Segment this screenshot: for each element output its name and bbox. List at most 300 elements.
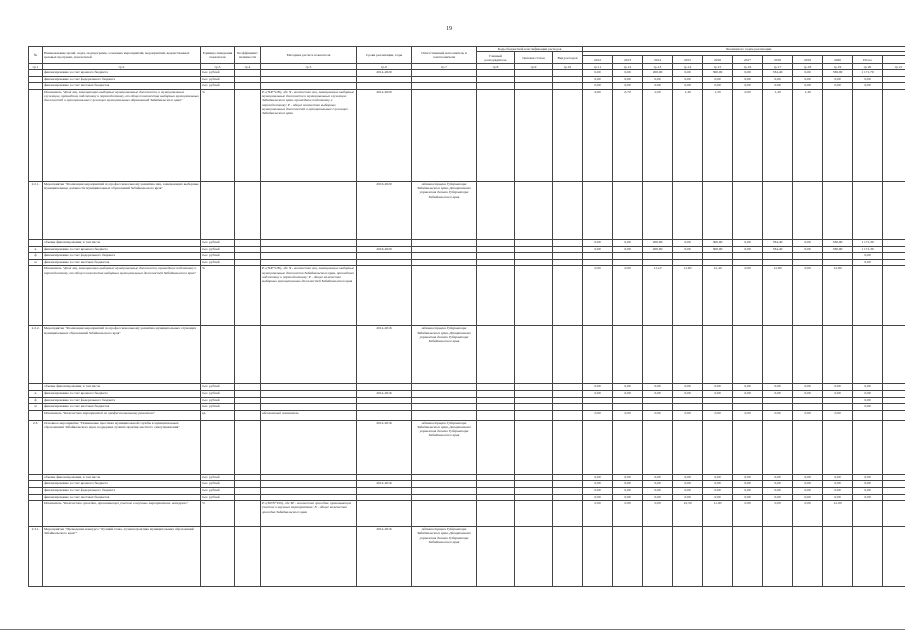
- cell-term: [357, 494, 412, 501]
- cell-value-8: 0,00: [823, 474, 853, 481]
- cell-value-6: 334,40: [763, 246, 793, 253]
- cell-method: [261, 487, 357, 494]
- cell-term: [357, 83, 412, 90]
- column-number-16: гр.16: [733, 64, 763, 70]
- cell-main-admin: [477, 70, 515, 77]
- cell-term: 2014-2016: [357, 390, 412, 397]
- cell-value-7: [793, 397, 823, 404]
- cell-main-admin: [477, 404, 515, 411]
- cell-executor: [412, 83, 477, 90]
- cell-value-0: [583, 181, 613, 239]
- table-row: [29, 494, 905, 501]
- cell-value-7: 0,00: [793, 501, 823, 527]
- cell-no: ф: [29, 397, 43, 404]
- cell-unit: %: [201, 89, 235, 181]
- cell-main-admin: [477, 89, 515, 181]
- cell-expense-type: [553, 253, 583, 260]
- cell-term: 2014-2020: [357, 70, 412, 77]
- table-row: [29, 266, 905, 326]
- cell-target-article: [515, 481, 553, 488]
- cell-value-0: [583, 397, 613, 404]
- cell-value-8: [823, 397, 853, 404]
- cell-unit: тыс. рублей: [201, 487, 235, 494]
- cell-target-article: [515, 474, 553, 481]
- cell-value-5: 0,00: [733, 76, 763, 83]
- cell-no: [29, 384, 43, 391]
- cell-value-8: [823, 404, 853, 411]
- cell-value-1: 0,00: [613, 83, 643, 90]
- cell-target-article: [515, 390, 553, 397]
- cell-value-9: 0,00: [853, 487, 883, 494]
- cell-unit: %: [201, 266, 235, 326]
- column-number-7: гр.7: [412, 64, 477, 70]
- cell-value-2: 0,00: [643, 76, 673, 83]
- cell-value-2: 0,00: [643, 474, 673, 481]
- cell-value-5: 0,00: [733, 83, 763, 90]
- cell-value-9: 0,00: [853, 390, 883, 397]
- cell-value-6: 0,00: [763, 76, 793, 83]
- table-row: [29, 253, 905, 260]
- cell-value-4: [703, 397, 733, 404]
- cell-value-6: 0,00: [763, 410, 793, 420]
- cell-value-1: 0,00: [613, 481, 643, 488]
- cell-no: 2.2.2.: [29, 326, 43, 384]
- cell-value-5: 0,00: [733, 481, 763, 488]
- cell-value-1: 0,00: [613, 70, 643, 77]
- cell-value-7: [793, 181, 823, 239]
- header-main-admin: Главный распорядитель: [477, 52, 515, 64]
- cell-expense-type: [553, 487, 583, 494]
- cell-target-article: [515, 410, 553, 420]
- cell-expense-type: [553, 246, 583, 253]
- cell-value-6: [763, 420, 793, 474]
- cell-term: [357, 266, 412, 326]
- column-number-8: гр.8: [477, 64, 515, 70]
- cell-executor: [412, 501, 477, 527]
- cell-value-blank: [883, 527, 905, 587]
- cell-executor: [412, 384, 477, 391]
- cell-target-article: [515, 501, 553, 527]
- cell-method: Р=(Ч/Р*100), где Ч - количество лиц, замещающих выборные муниципальные должности Забайкальского края, прошедших подготовку и переподготовку; Р - общее количество выборных муниципальных должностей Забайкальского края: [261, 266, 357, 326]
- cell-value-blank: [883, 487, 905, 494]
- column-number-14: гр.14: [673, 64, 703, 70]
- cell-value-2: [643, 404, 673, 411]
- cell-coef: [235, 181, 261, 239]
- cell-value-3: 0,00: [673, 83, 703, 90]
- cell-expense-type: [553, 501, 583, 527]
- cell-coef: [235, 494, 261, 501]
- cell-coef: [235, 326, 261, 384]
- cell-value-2: [643, 181, 673, 239]
- cell-value-4: 0,00: [703, 76, 733, 83]
- cell-method: [261, 404, 357, 411]
- cell-value-8: [823, 259, 853, 266]
- cell-value-blank: [883, 404, 905, 411]
- cell-value-8: [823, 527, 853, 587]
- cell-executor: Администрация Губернатора Забайкальского края, Департамент управления делами Губернатора Забайкальского края: [412, 527, 477, 587]
- cell-value-9: 0,00: [853, 259, 883, 266]
- cell-name: Показатель "Количество мероприятий по профессиональному развитию": [43, 410, 201, 420]
- cell-method: [261, 76, 357, 83]
- cell-expense-type: [553, 76, 583, 83]
- cell-value-5: [733, 420, 763, 474]
- cell-value-7: [793, 326, 823, 384]
- cell-value-1: 0,00: [613, 474, 643, 481]
- cell-value-6: 0,00: [763, 474, 793, 481]
- cell-no: [29, 474, 43, 481]
- cell-value-1: 0,00: [613, 501, 643, 527]
- cell-main-admin: [477, 266, 515, 326]
- cell-value-4: 0,00: [703, 410, 733, 420]
- cell-method: [261, 390, 357, 397]
- cell-main-admin: [477, 390, 515, 397]
- cell-value-9: [853, 89, 883, 181]
- column-number-10: гр.10: [553, 64, 583, 70]
- cell-term: 2016-2020: [357, 246, 412, 253]
- cell-method: [261, 384, 357, 391]
- cell-value-4: 0,00: [703, 384, 733, 391]
- cell-executor: [412, 404, 477, 411]
- cell-expense-type: [553, 239, 583, 246]
- cell-value-9: 0,00: [853, 83, 883, 90]
- cell-value-9: [853, 420, 883, 474]
- cell-value-5: [733, 326, 763, 384]
- program-table: [28, 46, 905, 587]
- table-row: [29, 76, 905, 83]
- cell-term: 2016-2020: [357, 181, 412, 239]
- table-row: [29, 527, 905, 587]
- cell-term: [357, 239, 412, 246]
- cell-value-7: 0,00: [793, 481, 823, 488]
- header-year-blank: [883, 56, 905, 64]
- table-row: [29, 83, 905, 90]
- cell-value-4: 0,00: [703, 474, 733, 481]
- cell-value-3: 0,00: [673, 481, 703, 488]
- header-no: №: [29, 47, 43, 64]
- cell-value-2: [643, 397, 673, 404]
- column-number-4: гр.4: [235, 64, 261, 70]
- cell-coef: [235, 266, 261, 326]
- table-row: [29, 89, 905, 181]
- cell-term: [357, 474, 412, 481]
- cell-main-admin: [477, 76, 515, 83]
- cell-value-0: 0,00: [583, 266, 613, 326]
- cell-method: [261, 474, 357, 481]
- cell-main-admin: [477, 384, 515, 391]
- cell-value-1: [613, 259, 643, 266]
- cell-value-7: 0,00: [793, 384, 823, 391]
- cell-coef: [235, 481, 261, 488]
- cell-value-5: [733, 181, 763, 239]
- cell-value-7: [793, 527, 823, 587]
- cell-value-1: 0,00: [613, 246, 643, 253]
- cell-coef: [235, 76, 261, 83]
- cell-target-article: [515, 181, 553, 239]
- cell-value-2: 11,10: [643, 266, 673, 326]
- cell-main-admin: [477, 527, 515, 587]
- cell-value-blank: [883, 253, 905, 260]
- cell-value-4: [703, 259, 733, 266]
- cell-name: Основное мероприятие "Повышение престижа муниципальной службы в муниципальных образованиях Забайкальского края, поддержка лучших практик местного самоуправления": [43, 420, 201, 474]
- column-number-9: гр.9: [515, 64, 553, 70]
- column-number-3: гр.3: [201, 64, 235, 70]
- cell-value-blank: [883, 266, 905, 326]
- cell-no: [29, 239, 43, 246]
- column-number-2: гр.2: [43, 64, 201, 70]
- cell-name: объемы финансирования, в том числе: [43, 474, 201, 481]
- cell-value-6: 0,00: [763, 481, 793, 488]
- cell-value-5: 0,00: [733, 266, 763, 326]
- header-term: Сроки реализации, годы: [357, 47, 412, 64]
- cell-no: ф: [29, 253, 43, 260]
- cell-expense-type: [553, 481, 583, 488]
- cell-value-7: [793, 253, 823, 260]
- table-row: [29, 70, 905, 77]
- cell-value-blank: [883, 420, 905, 474]
- cell-target-article: [515, 70, 553, 77]
- cell-value-0: 0,00: [583, 494, 613, 501]
- cell-target-article: [515, 404, 553, 411]
- column-number-13: гр.13: [643, 64, 673, 70]
- cell-name: объемы финансирования, в том числе: [43, 239, 201, 246]
- cell-value-blank: [883, 397, 905, 404]
- cell-value-5: 0,00: [733, 89, 763, 181]
- header-expense-type: Вид расходов: [553, 52, 583, 64]
- cell-value-1: [613, 253, 643, 260]
- cell-method: [261, 494, 357, 501]
- cell-value-0: [583, 259, 613, 266]
- cell-value-4: [703, 420, 733, 474]
- cell-value-8: [823, 326, 853, 384]
- cell-value-0: 0,00: [583, 474, 613, 481]
- cell-value-9: 0,00: [853, 397, 883, 404]
- cell-term: [357, 397, 412, 404]
- cell-term: [357, 384, 412, 391]
- column-number-12: гр.12: [613, 64, 643, 70]
- header-year-5: 2017: [733, 56, 763, 64]
- column-number-15: гр.15: [703, 64, 733, 70]
- table-row: [29, 410, 905, 420]
- cell-value-4: [703, 404, 733, 411]
- cell-value-6: [763, 181, 793, 239]
- cell-value-6: 0,00: [763, 390, 793, 397]
- cell-no: [29, 83, 43, 90]
- cell-unit: %: [201, 501, 235, 527]
- cell-value-8: [823, 181, 853, 239]
- cell-unit: тыс. рублей: [201, 494, 235, 501]
- cell-unit: тыс. рублей: [201, 384, 235, 391]
- cell-value-3: 10,50: [673, 501, 703, 527]
- table-row: [29, 487, 905, 494]
- header-year-3: 2015: [673, 56, 703, 64]
- cell-value-0: 0,00: [583, 481, 613, 488]
- cell-term: [357, 404, 412, 411]
- column-number-5: гр.5: [261, 64, 357, 70]
- cell-value-5: 0,00: [733, 501, 763, 527]
- cell-value-8: [823, 253, 853, 260]
- cell-value-3: 11,60: [673, 266, 703, 326]
- cell-value-3: [673, 404, 703, 411]
- cell-value-2: 0,00: [643, 390, 673, 397]
- cell-name: финансирование за счет местных бюджетов: [43, 83, 201, 90]
- table-row: [29, 246, 905, 253]
- cell-value-1: 0,00: [613, 76, 643, 83]
- cell-name: финансирование за счет краевого бюджета: [43, 481, 201, 488]
- cell-executor: [412, 239, 477, 246]
- cell-value-blank: [883, 181, 905, 239]
- column-number-20: гр.20: [853, 64, 883, 70]
- table-row: [29, 181, 905, 239]
- cell-name: финансирование за счет федерального бюджета: [43, 76, 201, 83]
- table-row: [29, 474, 905, 481]
- cell-value-2: 0,00: [643, 501, 673, 527]
- cell-value-8: 0,00: [823, 481, 853, 488]
- cell-value-7: [793, 259, 823, 266]
- cell-value-9: 0,00: [853, 76, 883, 83]
- cell-coef: [235, 89, 261, 181]
- table-row: [29, 397, 905, 404]
- cell-executor: [412, 253, 477, 260]
- header-year-0: 2012: [583, 56, 613, 64]
- cell-expense-type: [553, 494, 583, 501]
- cell-value-5: 0,00: [733, 246, 763, 253]
- page-edge-line: [0, 629, 905, 630]
- cell-method: [261, 397, 357, 404]
- cell-value-blank: [883, 326, 905, 384]
- cell-value-0: 0,00: [583, 83, 613, 90]
- cell-main-admin: [477, 246, 515, 253]
- cell-value-9: [853, 266, 883, 326]
- cell-main-admin: [477, 397, 515, 404]
- cell-value-6: 0,00: [763, 487, 793, 494]
- cell-value-3: [673, 259, 703, 266]
- cell-value-0: 0,00: [583, 390, 613, 397]
- cell-term: 2014-2016: [357, 326, 412, 384]
- cell-coef: [235, 246, 261, 253]
- cell-value-4: 11,00: [703, 501, 733, 527]
- cell-term: [357, 259, 412, 266]
- cell-main-admin: [477, 474, 515, 481]
- cell-main-admin: [477, 326, 515, 384]
- cell-term: 2014-2020: [357, 89, 412, 181]
- cell-coef: [235, 410, 261, 420]
- cell-value-2: [643, 420, 673, 474]
- cell-main-admin: [477, 410, 515, 420]
- header-target-article: Целевая статья: [515, 52, 553, 64]
- cell-value-2: 0,00: [643, 487, 673, 494]
- header-year-6: 2018: [763, 56, 793, 64]
- header-unit: Единица измерения показателя: [201, 47, 235, 64]
- cell-value-4: 0,00: [703, 83, 733, 90]
- cell-name: финансирование за счет федерального бюджета: [43, 253, 201, 260]
- table-row: [29, 384, 905, 391]
- cell-value-3: [673, 397, 703, 404]
- header-year-9: Итого: [853, 56, 883, 64]
- cell-name: Показатель "Количество граждан, принимающих участие в научных мероприятиях, конкурсах": [43, 501, 201, 527]
- cell-value-1: 0,00: [613, 410, 643, 420]
- header-year-2: 2014: [643, 56, 673, 64]
- cell-value-blank: [883, 501, 905, 527]
- cell-value-blank: [883, 76, 905, 83]
- cell-value-5: [733, 253, 763, 260]
- cell-value-9: 0,00: [853, 494, 883, 501]
- cell-value-blank: [883, 481, 905, 488]
- cell-value-3: 0,00: [673, 246, 703, 253]
- cell-name: финансирование за счет местных бюджетов: [43, 404, 201, 411]
- cell-target-article: [515, 266, 553, 326]
- cell-value-8: 12,80: [823, 266, 853, 326]
- cell-value-2: 0,00: [643, 410, 673, 420]
- cell-value-6: [763, 404, 793, 411]
- cell-term: [357, 76, 412, 83]
- cell-method: Р=(Ч/Р*100), где Ч - количество лиц, замещающих выборные муниципальные должности и муниципальных служащих Забайкальского края, прошедших подготовку и переподготовку; Р - общее количество выборных муниципальных должностей и муниципальных служащих Забайкальского края: [261, 89, 357, 181]
- header-year-7: 2019: [793, 56, 823, 64]
- cell-no: [29, 494, 43, 501]
- cell-value-0: [583, 326, 613, 384]
- cell-value-9: 0,00: [853, 253, 883, 260]
- cell-method: [261, 246, 357, 253]
- header-method: Методика расчета показателя: [261, 47, 357, 64]
- column-number-1: гр.1: [29, 64, 43, 70]
- cell-value-blank: [883, 70, 905, 77]
- cell-value-8: [823, 89, 853, 181]
- cell-executor: [412, 487, 477, 494]
- cell-value-7: 0,00: [793, 239, 823, 246]
- cell-value-blank: [883, 474, 905, 481]
- cell-method: [261, 83, 357, 90]
- cell-unit: [201, 527, 235, 587]
- cell-value-0: [583, 527, 613, 587]
- cell-value-5: 0,00: [733, 390, 763, 397]
- cell-value-9: [853, 527, 883, 587]
- cell-method: [261, 420, 357, 474]
- cell-value-0: 0,00: [583, 384, 613, 391]
- cell-expense-type: [553, 420, 583, 474]
- cell-executor: [412, 474, 477, 481]
- cell-term: [357, 501, 412, 527]
- cell-value-8: 12,00: [823, 501, 853, 527]
- cell-value-5: 0,00: [733, 410, 763, 420]
- table-row: [29, 481, 905, 488]
- cell-main-admin: [477, 239, 515, 246]
- cell-value-3: 0,00: [673, 239, 703, 246]
- cell-value-9: [853, 181, 883, 239]
- cell-value-2: [643, 259, 673, 266]
- cell-expense-type: [553, 390, 583, 397]
- cell-term: [357, 410, 412, 420]
- cell-expense-type: [553, 259, 583, 266]
- cell-unit: тыс. рублей: [201, 397, 235, 404]
- column-number-18: гр.18: [793, 64, 823, 70]
- header-name: Наименование целей, задач, подпрограмм, основных мероприятий, мероприятий, ведомственных целевых программ, показателей: [43, 47, 201, 64]
- cell-main-admin: [477, 259, 515, 266]
- cell-value-7: 1,40: [793, 89, 823, 181]
- page-number: 19: [446, 26, 452, 32]
- cell-no: [29, 70, 43, 77]
- cell-name: Мероприятие "Реализация мероприятий по профессиональному развитию муниципальных служащих муниципальных образований Забайкальского края": [43, 326, 201, 384]
- cell-value-7: [793, 404, 823, 411]
- cell-expense-type: [553, 89, 583, 181]
- cell-expense-type: [553, 384, 583, 391]
- cell-value-3: 0,00: [673, 390, 703, 397]
- cell-method: [261, 253, 357, 260]
- cell-value-7: 0,00: [793, 83, 823, 90]
- cell-term: [357, 253, 412, 260]
- cell-value-9: 0,00: [853, 481, 883, 488]
- cell-value-9: 1 171,70: [853, 70, 883, 77]
- cell-term: 2014-2016: [357, 527, 412, 587]
- cell-term: [357, 487, 412, 494]
